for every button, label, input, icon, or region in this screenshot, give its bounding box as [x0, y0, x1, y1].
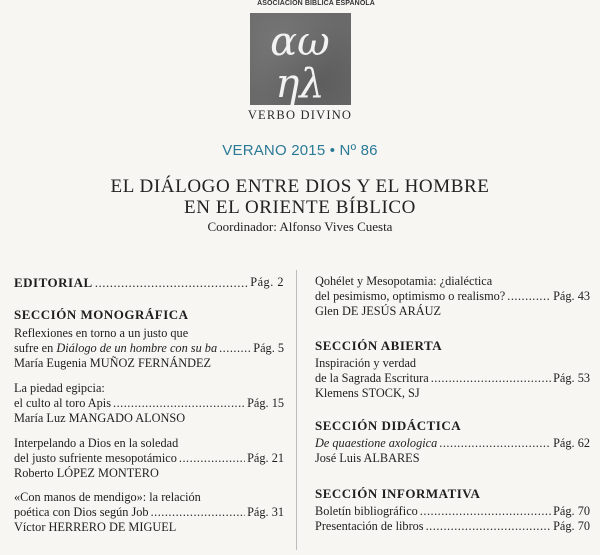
leader-dots — [179, 451, 245, 466]
toc-item[interactable] — [315, 504, 590, 519]
article-author: Víctor HERRERO DE MIGUEL — [14, 520, 177, 534]
article-page: Pág. 53 — [553, 371, 590, 385]
editorial-label: EDITORIAL — [14, 275, 93, 290]
organization-name: ASOCIACIÓN BÍBLICA ESPAÑOLA — [257, 0, 375, 7]
section-abierta-heading: SECCIÓN ABIERTA — [315, 338, 443, 353]
article-title-line2: del pesimismo, optimismo o realismo? — [315, 289, 506, 303]
leader-dots — [431, 371, 551, 386]
article-title: De quaestione axologica — [315, 436, 438, 450]
article-page: Pág. 62 — [553, 436, 590, 450]
article-title-line1: La piedad egipcia: — [14, 381, 105, 395]
svg-text:αω: αω — [270, 19, 330, 65]
logo-image — [250, 13, 351, 105]
article-title-line2: el culto al toro Apis — [14, 396, 111, 410]
article-page: Pág. 31 — [247, 505, 284, 519]
article-entry[interactable] — [14, 436, 284, 481]
article-author: María Eugenia MUÑOZ FERNÁNDEZ — [14, 356, 212, 370]
toc-item[interactable] — [315, 519, 590, 534]
article-title-prefix: sufre en — [14, 341, 57, 355]
article-page: Pág. 15 — [247, 396, 284, 410]
article-author: Klemens STOCK, SJ — [315, 386, 420, 400]
coordinator: Coordinador: Alfonso Vives Cuesta — [207, 219, 393, 234]
title-line-2: EN EL ORIENTE BÍBLICO — [184, 197, 416, 218]
article-title-line2: poética con Dios según Job — [14, 505, 149, 519]
article-entry[interactable] — [14, 326, 284, 371]
article-author: José Luis ALBARES — [315, 451, 420, 465]
editorial-entry[interactable] — [14, 275, 284, 290]
article-title-italic: Diálogo de un hombre con su ba — [56, 341, 218, 355]
article-title-line1: Qohélet y Mesopotamia: ¿dialéctica — [315, 274, 493, 288]
article-author: Glen DE JESÚS ARÁUZ — [315, 304, 442, 318]
leader-dots — [439, 436, 551, 451]
article-entry[interactable] — [315, 356, 590, 401]
leader-dots — [507, 289, 551, 304]
article-page: Pág. 43 — [553, 289, 590, 303]
article-title-line1: «Con manos de mendigo»: la relación — [14, 490, 201, 504]
leader-dots — [219, 341, 251, 356]
item-label: Boletín bibliográfico — [315, 504, 418, 518]
leader-dots — [95, 275, 249, 290]
section-informativa-heading: SECCIÓN INFORMATIVA — [315, 486, 481, 501]
article-title-line2: de la Sagrada Escritura — [315, 371, 429, 385]
article-page: Pág. 5 — [253, 341, 284, 355]
article-entry[interactable] — [315, 274, 590, 319]
leader-dots — [420, 504, 551, 519]
title-line-1: EL DIÁLOGO ENTRE DIOS Y EL HOMBRE — [110, 176, 490, 197]
article-title-line1: Reflexiones en torno a un justo que — [14, 326, 189, 340]
section-monografica-heading: SECCIÓN MONOGRÁFICA — [14, 307, 189, 322]
article-entry[interactable] — [315, 436, 590, 466]
publisher-name: VERBO DIVINO — [247, 108, 353, 122]
article-title-line1: Interpelando a Dios en la soledad — [14, 436, 179, 450]
article-title-line2: del justo sufriente mesopotámico — [14, 451, 177, 465]
leader-dots — [151, 505, 246, 520]
editorial-page: Pág. 2 — [250, 275, 284, 289]
svg-text:ηλ: ηλ — [275, 61, 325, 105]
article-entry[interactable] — [14, 381, 284, 426]
article-author: María Luz MANGADO ALONSO — [14, 411, 186, 425]
article-page: Pág. 21 — [247, 451, 284, 465]
column-divider — [296, 270, 297, 550]
leader-dots — [113, 396, 245, 411]
leader-dots — [426, 519, 551, 534]
section-didactica-heading: SECCIÓN DIDÁCTICA — [315, 418, 462, 433]
article-entry[interactable] — [14, 490, 284, 535]
item-page: Pág. 70 — [553, 519, 590, 533]
article-author: Roberto LÓPEZ MONTERO — [14, 466, 159, 480]
item-label: Presentación de libros — [315, 519, 424, 533]
article-title-line1: Inspiración y verdad — [315, 356, 417, 370]
item-page: Pág. 70 — [553, 504, 590, 518]
issue-info: VERANO 2015 • Nº 86 — [222, 142, 378, 159]
